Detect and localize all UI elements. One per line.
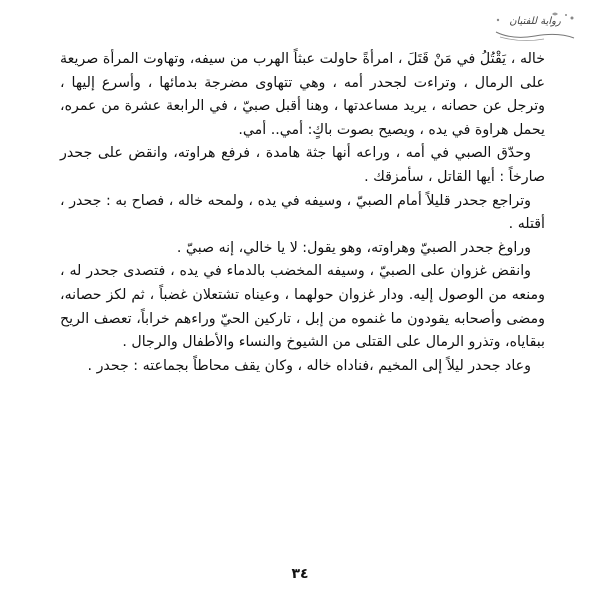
logo-text: رواية للفتيان: [509, 16, 561, 27]
paragraph-3: وتراجع جحدر قليلاً أمام الصبيّ ، وسيفه في يده ، ولمحه خاله ، فصاح به : جحدر ، أقتله .: [60, 192, 545, 233]
paragraph-1: خاله ، يَقْتُلُ في مَنْ قَتَلَ ، امرأةً حاولت عبثاً الهرب من سيفه، وتهاوت المرأة صريعة على الرمال ، وتراءت لجحدر أمه ، وهي تتهاوى مضرجة بدمائها ، وأسرع إليها ، وترجل عن حصانه ، يريد مساعدتها ، وهنا أقبل صبيّ ، في الرابعة عشرة من عمره، يحمل هراوة في يده ، ويصيح بصوت باكٍ: أمي.. أمي.: [60, 51, 545, 138]
book-series-logo: [492, 10, 578, 44]
page-number: ٣٤: [291, 566, 309, 582]
paragraph-4: وراوغ جحدر الصبيّ وهراوته، وهو يقول: لا يا خالي، إنه صبيّ .: [176, 239, 531, 256]
paragraph-2: وحدّق الصبي في أمه ، وراعه أنها جثة هامدة ، فرفع هراوته، وانقض على جحدر صارخاً : أيها القاتل ، سأمزقك .: [60, 145, 545, 185]
paragraph-5: وانقض غزوان على الصبيّ ، وسيفه المخضب بالدماء في يده ، فتصدى جحدر له ، ومنعه من الوصول إليه. ودار غزوان حولهما ، وعيناه تشتعلان غضباً ، ثم لكز حصانه، ومضى وأصحابه يقودون ما غنموه من إبل ، تاركين الحيّ وراءهم خراباً، تعصف الريح ببقاياه، وتذرو الرمال على القتلى من الشيوخ والنساء والأطفال والرجال .: [60, 263, 545, 351]
page-body: [60, 48, 545, 378]
paragraph-6: وعاد جحدر ليلاً إلى المخيم ،فناداه خاله ، وكان يقف محاطاً بجماعته : جحدر .: [87, 357, 531, 374]
